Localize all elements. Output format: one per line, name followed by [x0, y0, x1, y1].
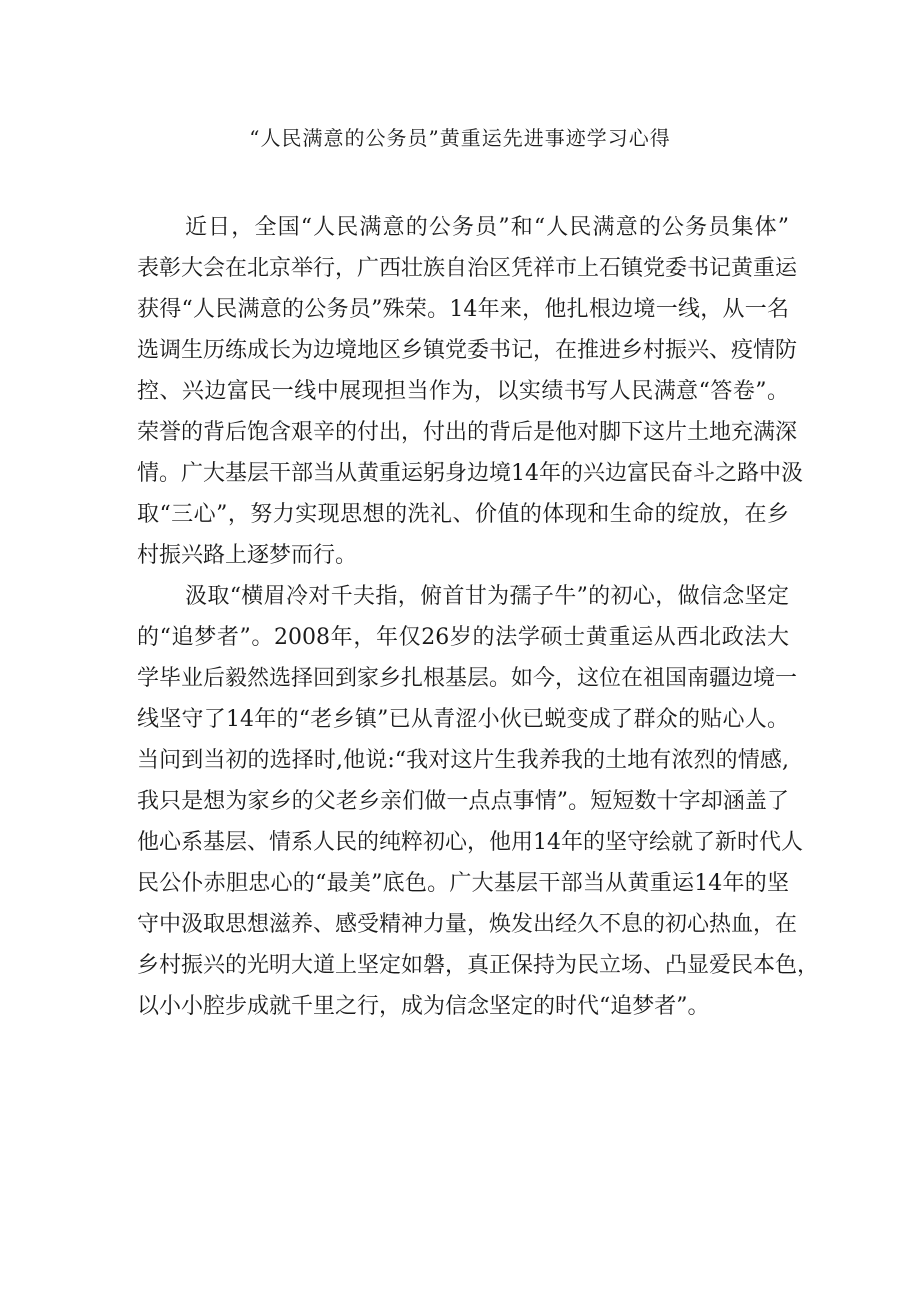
paragraph-2-line-7: 他心系基层、情系人民的纯粹初心，他用14年的坚守绘就了新时代人	[137, 830, 803, 855]
paragraph-2-line-11: 以小小腔步成就千里之行，成为信念坚定的时代“追梦者”。	[137, 994, 710, 1019]
paragraph-1-line-1: 近日，全国“人民满意的公务员”和“人民满意的公务员集体”	[185, 215, 789, 240]
paragraph-1-line-8: 取“三心”，努力实现思想的洗礼、价值的体现和生命的绽放，在乡	[137, 502, 789, 527]
paragraph-2-line-5: 当问到当初的选择时,他说:“我对这片生我养我的土地有浓烈的情感,	[137, 748, 789, 773]
document-title: “人民满意的公务员”黄重运先进事迹学习心得	[249, 126, 671, 150]
paragraph-1-line-3: 获得“人民满意的公务员”殊荣。14年来，他扎根边境一线，从一名	[137, 297, 789, 322]
paragraph-1-line-4: 选调生历练成长为边境地区乡镇党委书记，在推进乡村振兴、疫情防	[137, 338, 798, 363]
paragraph-1-line-5: 控、兴边富民一线中展现担当作为，以实绩书写人民满意“答卷”。	[137, 379, 789, 404]
paragraph-2-line-6: 我只是想为家乡的父老乡亲们做一点点事情”。短短数十字却涵盖了	[137, 789, 789, 814]
paragraph-2-line-9: 守中汲取思想滋养、感受精神力量，焕发出经久不息的初心热血，在	[137, 912, 798, 937]
paragraph-1-line-9: 村振兴路上逐梦而行。	[137, 543, 358, 568]
paragraph-1-line-7: 情。广大基层干部当从黄重运躬身边境14年的兴边富民奋斗之路中汲	[137, 461, 803, 486]
paragraph-2-line-10: 乡村振兴的光明大道上坚定如磐，真正保持为民立场、凸显爱民本色，	[137, 953, 820, 978]
paragraph-1-line-2: 表彰大会在北京举行，广西壮族自治区凭祥市上石镇党委书记黄重运	[137, 256, 798, 281]
paragraph-2-line-1: 汲取“横眉冷对千夫指，俯首甘为孺子牛”的初心，做信念坚定	[185, 584, 789, 609]
paragraph-1-line-6: 荣誉的背后饱含艰辛的付出，付出的背后是他对脚下这片土地充满深	[137, 420, 798, 445]
paragraph-2-line-2: 的“追梦者”。2008年，年仅26岁的法学硕士黄重运从西北政法大	[137, 625, 789, 650]
paragraph-2-line-4: 线坚守了14年的“老乡镇”已从青涩小伙已蜕变成了群众的贴心人。	[137, 707, 789, 732]
paragraph-2-line-3: 学毕业后毅然选择回到家乡扎根基层。如今，这位在祖国南疆边境一	[137, 666, 798, 691]
paragraph-2-line-8: 民公仆赤胆忠心的“最美”底色。广大基层干部当从黄重运14年的坚	[137, 871, 789, 896]
